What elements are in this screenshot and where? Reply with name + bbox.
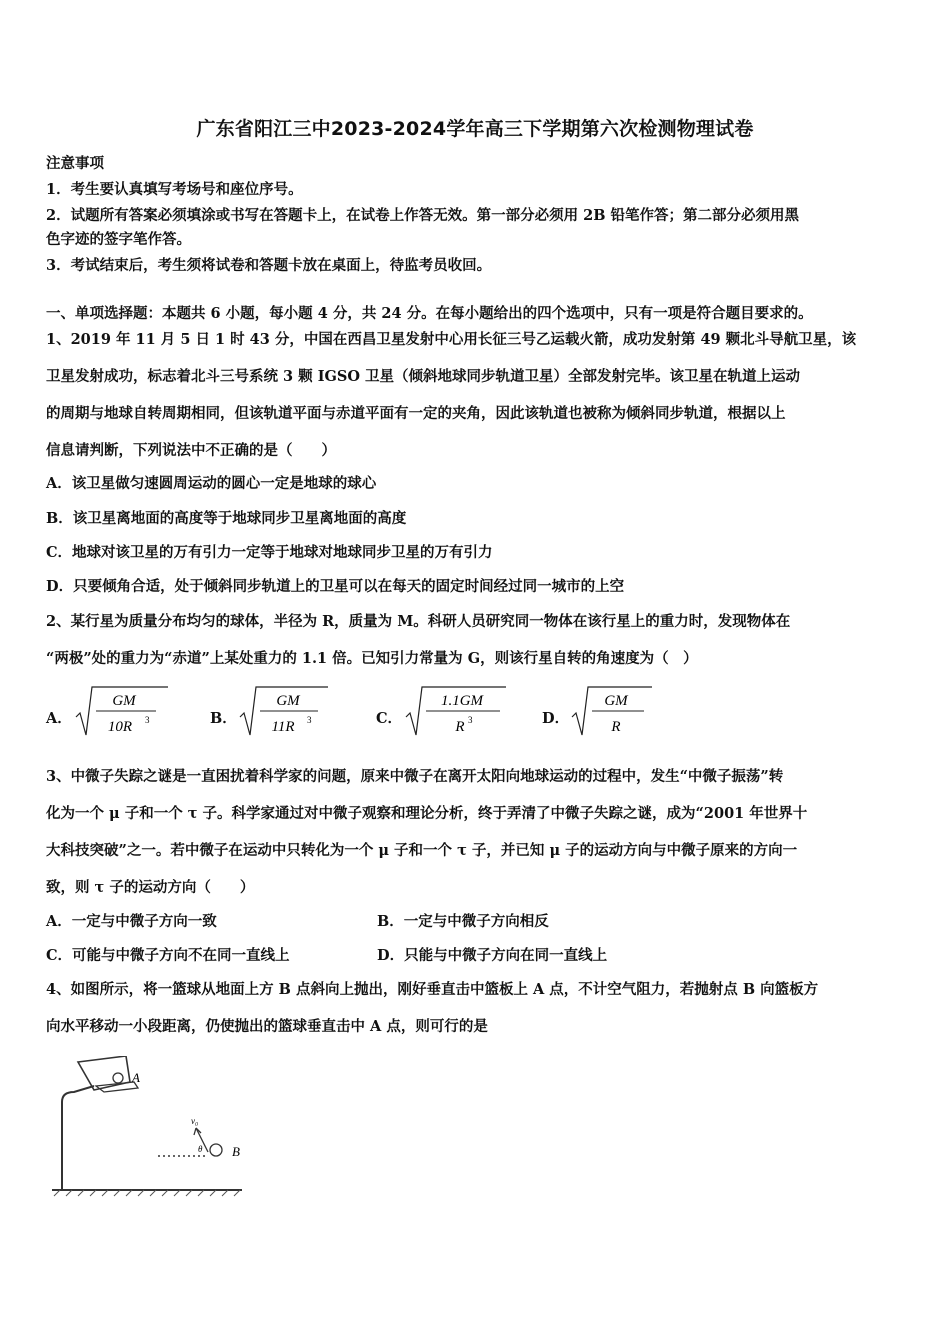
q2-b-den: 11R [271,719,295,735]
q3-line-3: 大科技突破”之一。若中微子在运动中只转化为一个 μ 子和一个 τ 子，并已知 μ 子的运动方向与中微子原来的方向一 [46,842,798,859]
q1-option-c: C．地球对该卫星的万有引力一定等于地球对地球同步卫星的万有引力 [46,544,493,561]
label-b: B [232,1144,240,1159]
basketball-figure [46,1056,266,1205]
q2-option-b-label: B． [210,710,237,727]
notes-heading: 注意事项 [46,155,104,172]
q1-line-2: 卫星发射成功，标志着北斗三号系统 3 颗 IGSO 卫星（倾斜地球同步轨道卫星）全部发射完毕。该卫星在轨道上运动 [46,368,801,385]
notes-item-3: 3．考试结束后，考生须将试卷和答题卡放在桌面上，待监考员收回。 [46,257,492,274]
q2-c-den: R [455,719,465,735]
q2-option-a-formula [72,683,172,743]
label-theta: θ [198,1144,203,1154]
q3-option-d: D．只能与中微子方向在同一直线上 [377,947,608,964]
notes-item-1: 1．考生要认真填写考场号和座位序号。 [46,181,303,198]
q2-option-d-formula [568,683,658,743]
q3-line-4: 致，则 τ 子的运动方向（ ） [46,879,255,896]
q3-line-1: 3、中微子失踪之谜是一直困扰着科学家的问题，原来中微子在离开太阳向地球运动的过程中，发生“中微子振荡”转 [46,768,784,785]
q2-option-c-label: C． [376,710,403,727]
q2-a-exp: 3 [145,715,150,725]
q2-c-exp: 3 [468,715,473,725]
label-v0: v₀ [191,1116,199,1126]
section-heading: 一、单项选择题：本题共 6 小题，每小题 4 分，共 24 分。在每小题给出的四个选项中，只有一项是符合题目要求的。 [46,305,813,322]
q4-line-1: 4、如图所示，将一篮球从地面上方 B 点斜向上抛出，刚好垂直击中篮板上 A 点，不计空气阻力，若抛射点 B 向篮板方 [46,981,819,998]
q2-c-num: 1.1GM [440,693,484,709]
q3-option-c: C．可能与中微子方向不在同一直线上 [46,947,290,964]
q2-options [46,683,906,743]
q2-d-den: R [611,719,621,735]
q2-option-a-label: A． [46,710,72,727]
q2-b-num: GM [276,693,300,709]
q4-line-2: 向水平移动一小段距离，仍使抛出的篮球垂直击中 A 点，则可行的是 [46,1018,488,1035]
q2-b-exp: 3 [307,715,312,725]
q3-option-a: A．一定与中微子方向一致 [46,913,217,930]
q1-line-3: 的周期与地球自转周期相同，但该轨道平面与赤道平面有一定的夹角，因此该轨道也被称为倾斜同步轨道，根据以上 [46,405,786,422]
q1-option-a: A．该卫星做匀速圆周运动的圆心一定是地球的球心 [46,475,377,492]
q1-option-b: B．该卫星离地面的高度等于地球同步卫星离地面的高度 [46,510,407,527]
hoop-pole [62,1086,94,1190]
notes-item-2-cont: 色字迹的签字笔作答。 [46,231,191,248]
label-a: A [132,1070,140,1085]
q3-line-2: 化为一个 μ 子和一个 τ 子。科学家通过对中微子观察和理论分析，终于弄清了中微子失踪之谜，成为“2001 年世界十 [46,805,808,822]
q2-option-d-label: D． [542,710,570,727]
exam-title: 广东省阳江三中2023-2024学年高三下学期第六次检测物理试卷 [196,118,754,140]
q2-d-num: GM [604,693,628,709]
ball-at-b [210,1144,222,1156]
q1-option-d: D．只要倾角合适，处于倾斜同步轨道上的卫星可以在每天的固定时间经过同一城市的上空 [46,578,625,595]
q2-line-2: “两极”处的重力为“赤道”上某处重力的 1.1 倍。已知引力常量为 G，则该行星自转的角速度为（ ） [46,650,698,667]
q1-line-4: 信息请判断，下列说法中不正确的是（ ） [46,442,336,459]
q1-line-1: 1、2019 年 11 月 5 日 1 时 43 分，中国在西昌卫星发射中心用长征三号乙运载火箭，成功发射第 49 颗北斗导航卫星，该 [46,331,857,348]
q2-a-num: GM [112,693,136,709]
q2-a-den: 10R [107,719,133,735]
q2-option-b-formula [236,683,336,743]
q2-line-1: 2、某行星为质量分布均匀的球体，半径为 R，质量为 M。科研人员研究同一物体在该行星上的重力时，发现物体在 [46,613,791,630]
ball-at-a [113,1073,123,1083]
notes-item-2: 2．试题所有答案必须填涂或书写在答题卡上，在试卷上作答无效。第一部分必须用 2B 铅笔作答；第二部分必须用黑 [46,207,800,224]
q2-option-c-formula [402,683,512,743]
q3-option-b: B．一定与中微子方向相反 [377,913,549,930]
